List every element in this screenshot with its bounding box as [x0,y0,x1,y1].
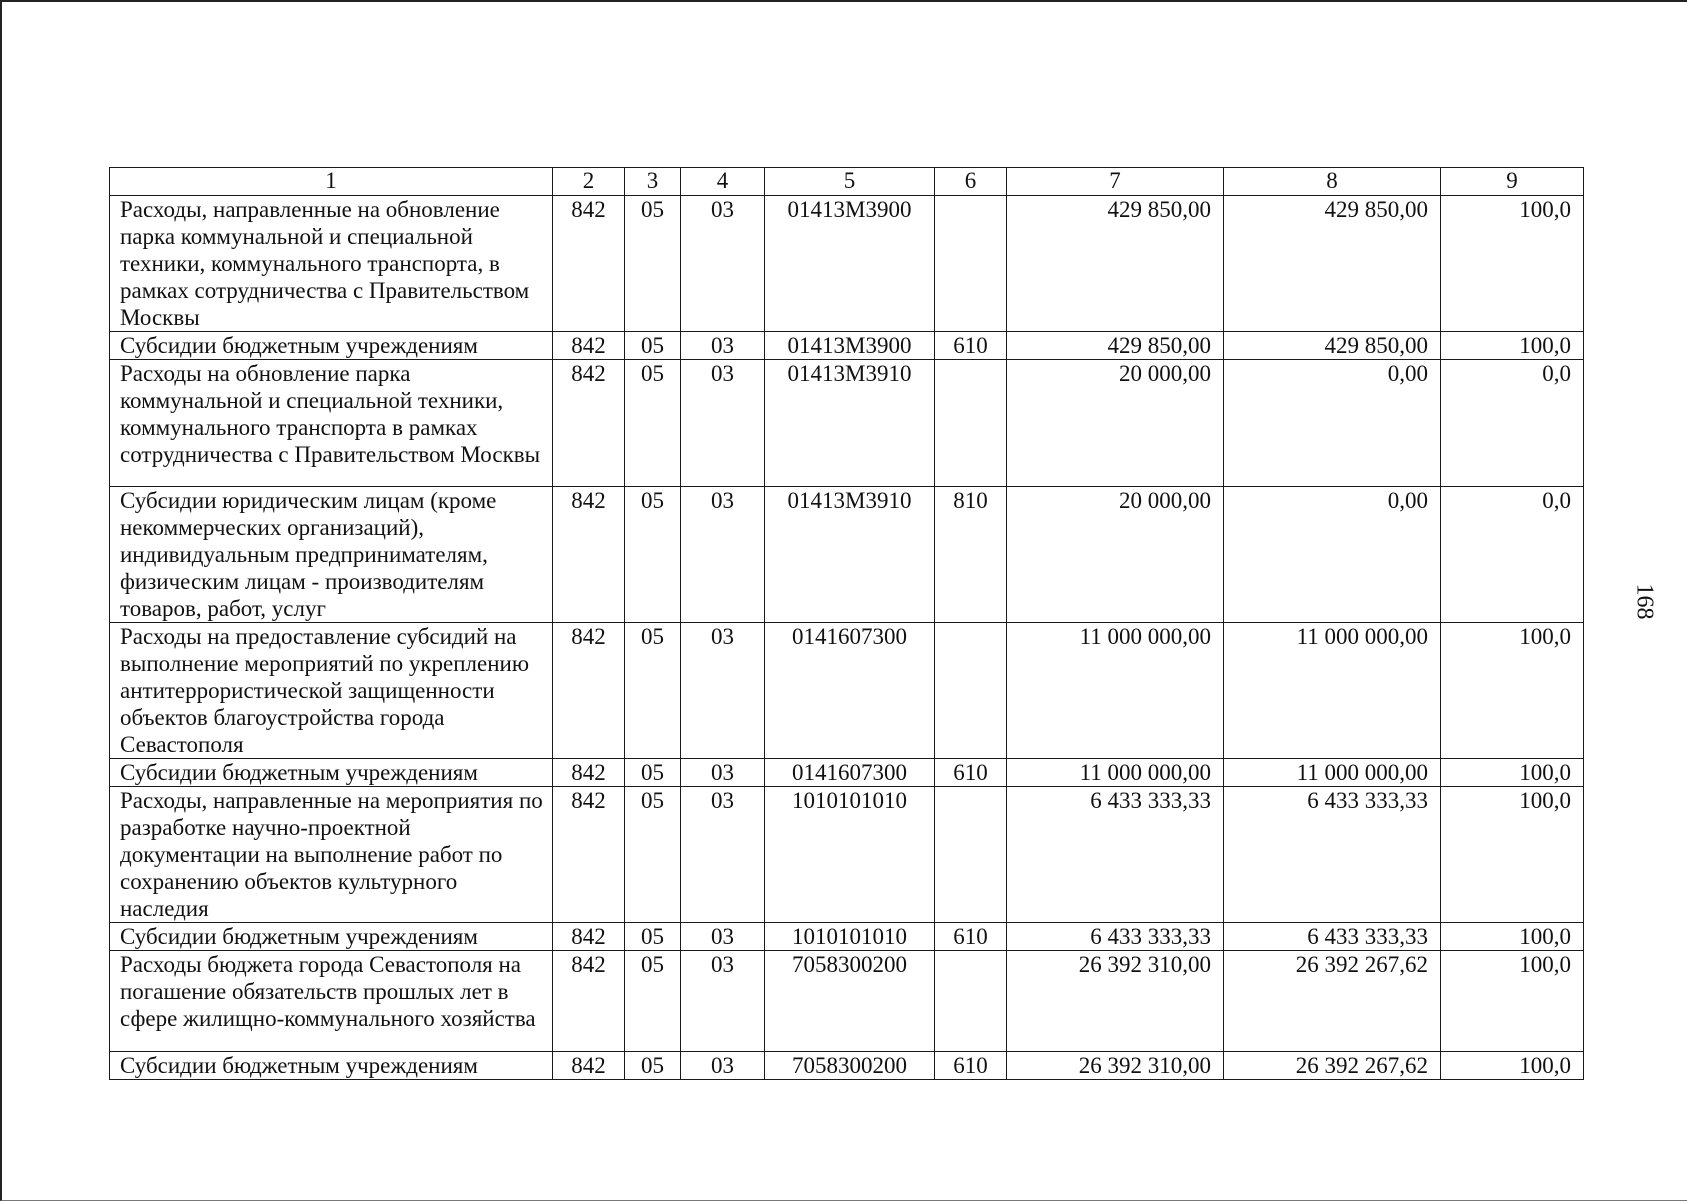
cell-target-article: 01413М3910 [765,360,935,487]
cell-planned-amount: 20 000,00 [1007,487,1224,623]
column-number-3: 3 [625,168,681,196]
cell-subsection: 03 [681,623,765,759]
cell-expense-type [935,623,1007,759]
cell-description: Расходы на обновление парка коммунальной и специальной техники, коммунального транспорта в рамках сотрудничества с Правительством Москвы [110,360,553,487]
cell-expense-type [935,196,1007,332]
cell-section: 05 [625,1052,681,1080]
cell-admin-code: 842 [553,623,625,759]
cell-executed-amount: 6 433 333,33 [1224,923,1441,951]
cell-executed-amount: 6 433 333,33 [1224,787,1441,923]
cell-executed-amount: 26 392 267,62 [1224,951,1441,1052]
cell-target-article: 0141607300 [765,623,935,759]
cell-executed-amount: 0,00 [1224,360,1441,487]
cell-description: Субсидии бюджетным учреждениям [110,923,553,951]
cell-executed-amount: 429 850,00 [1224,196,1441,332]
column-number-2: 2 [553,168,625,196]
table-row [110,1052,1584,1080]
cell-section: 05 [625,487,681,623]
cell-subsection: 03 [681,487,765,623]
cell-execution-percent: 100,0 [1441,787,1584,923]
table-row [110,623,1584,759]
column-number-6: 6 [935,168,1007,196]
cell-planned-amount: 11 000 000,00 [1007,623,1224,759]
cell-section: 05 [625,360,681,487]
cell-planned-amount: 429 850,00 [1007,196,1224,332]
cell-description: Расходы, направленные на обновление парка коммунальной и специальной техники, коммунального транспорта, в рамках сотрудничества с Правительством Москвы [110,196,553,332]
cell-execution-percent: 100,0 [1441,951,1584,1052]
table-row [110,923,1584,951]
cell-description: Расходы на предоставление субсидий на выполнение мероприятий по укреплению антитеррористической защищенности объектов благоустройства города Севастополя [110,623,553,759]
cell-admin-code: 842 [553,787,625,923]
cell-target-article: 01413М3900 [765,196,935,332]
cell-description: Субсидии юридическим лицам (кроме некоммерческих организаций), индивидуальным предпринимателям, физическим лицам - производителям товаров, работ, услуг [110,487,553,623]
cell-expense-type: 610 [935,923,1007,951]
budget-table [109,167,1584,1080]
cell-description: Расходы бюджета города Севастополя на погашение обязательств прошлых лет в сфере жилищно-коммунального хозяйства [110,951,553,1052]
cell-admin-code: 842 [553,196,625,332]
cell-subsection: 03 [681,759,765,787]
table-row [110,196,1584,332]
cell-planned-amount: 26 392 310,00 [1007,951,1224,1052]
cell-execution-percent: 100,0 [1441,196,1584,332]
cell-executed-amount: 429 850,00 [1224,332,1441,360]
cell-execution-percent: 100,0 [1441,923,1584,951]
cell-admin-code: 842 [553,759,625,787]
cell-planned-amount: 6 433 333,33 [1007,787,1224,923]
cell-expense-type [935,787,1007,923]
cell-target-article: 1010101010 [765,923,935,951]
cell-planned-amount: 11 000 000,00 [1007,759,1224,787]
cell-execution-percent: 0,0 [1441,487,1584,623]
cell-executed-amount: 26 392 267,62 [1224,1052,1441,1080]
cell-admin-code: 842 [553,360,625,487]
cell-description: Расходы, направленные на мероприятия по разработке научно-проектной документации на выполнение работ по сохранению объектов культурного наследия [110,787,553,923]
cell-admin-code: 842 [553,487,625,623]
cell-execution-percent: 100,0 [1441,623,1584,759]
cell-target-article: 1010101010 [765,787,935,923]
page-number: 168 [1631,583,1658,620]
cell-planned-amount: 429 850,00 [1007,332,1224,360]
cell-executed-amount: 11 000 000,00 [1224,623,1441,759]
table-row [110,360,1584,487]
cell-description: Субсидии бюджетным учреждениям [110,332,553,360]
table-header-row [110,168,1584,196]
table-row [110,787,1584,923]
column-number-4: 4 [681,168,765,196]
cell-section: 05 [625,332,681,360]
table-row [110,759,1584,787]
cell-expense-type [935,360,1007,487]
cell-executed-amount: 0,00 [1224,487,1441,623]
cell-admin-code: 842 [553,923,625,951]
cell-subsection: 03 [681,196,765,332]
cell-execution-percent: 100,0 [1441,1052,1584,1080]
cell-subsection: 03 [681,923,765,951]
cell-subsection: 03 [681,332,765,360]
cell-subsection: 03 [681,951,765,1052]
cell-planned-amount: 6 433 333,33 [1007,923,1224,951]
cell-section: 05 [625,759,681,787]
column-number-8: 8 [1224,168,1441,196]
cell-description: Субсидии бюджетным учреждениям [110,1052,553,1080]
cell-admin-code: 842 [553,951,625,1052]
column-number-1: 1 [110,168,553,196]
cell-admin-code: 842 [553,332,625,360]
cell-subsection: 03 [681,787,765,923]
column-number-5: 5 [765,168,935,196]
cell-target-article: 7058300200 [765,1052,935,1080]
cell-subsection: 03 [681,1052,765,1080]
column-number-7: 7 [1007,168,1224,196]
cell-planned-amount: 20 000,00 [1007,360,1224,487]
cell-target-article: 01413М3910 [765,487,935,623]
cell-section: 05 [625,923,681,951]
cell-expense-type: 610 [935,759,1007,787]
cell-description: Субсидии бюджетным учреждениям [110,759,553,787]
cell-subsection: 03 [681,360,765,487]
cell-execution-percent: 100,0 [1441,332,1584,360]
table-row [110,951,1584,1052]
cell-admin-code: 842 [553,1052,625,1080]
cell-expense-type: 610 [935,332,1007,360]
cell-execution-percent: 100,0 [1441,759,1584,787]
column-number-9: 9 [1441,168,1584,196]
cell-planned-amount: 26 392 310,00 [1007,1052,1224,1080]
cell-section: 05 [625,951,681,1052]
cell-target-article: 7058300200 [765,951,935,1052]
cell-target-article: 0141607300 [765,759,935,787]
cell-target-article: 01413М3900 [765,332,935,360]
cell-expense-type: 810 [935,487,1007,623]
table-row [110,332,1584,360]
table-row [110,487,1584,623]
cell-executed-amount: 11 000 000,00 [1224,759,1441,787]
cell-expense-type: 610 [935,1052,1007,1080]
cell-section: 05 [625,196,681,332]
cell-execution-percent: 0,0 [1441,360,1584,487]
cell-section: 05 [625,787,681,923]
cell-section: 05 [625,623,681,759]
cell-expense-type [935,951,1007,1052]
